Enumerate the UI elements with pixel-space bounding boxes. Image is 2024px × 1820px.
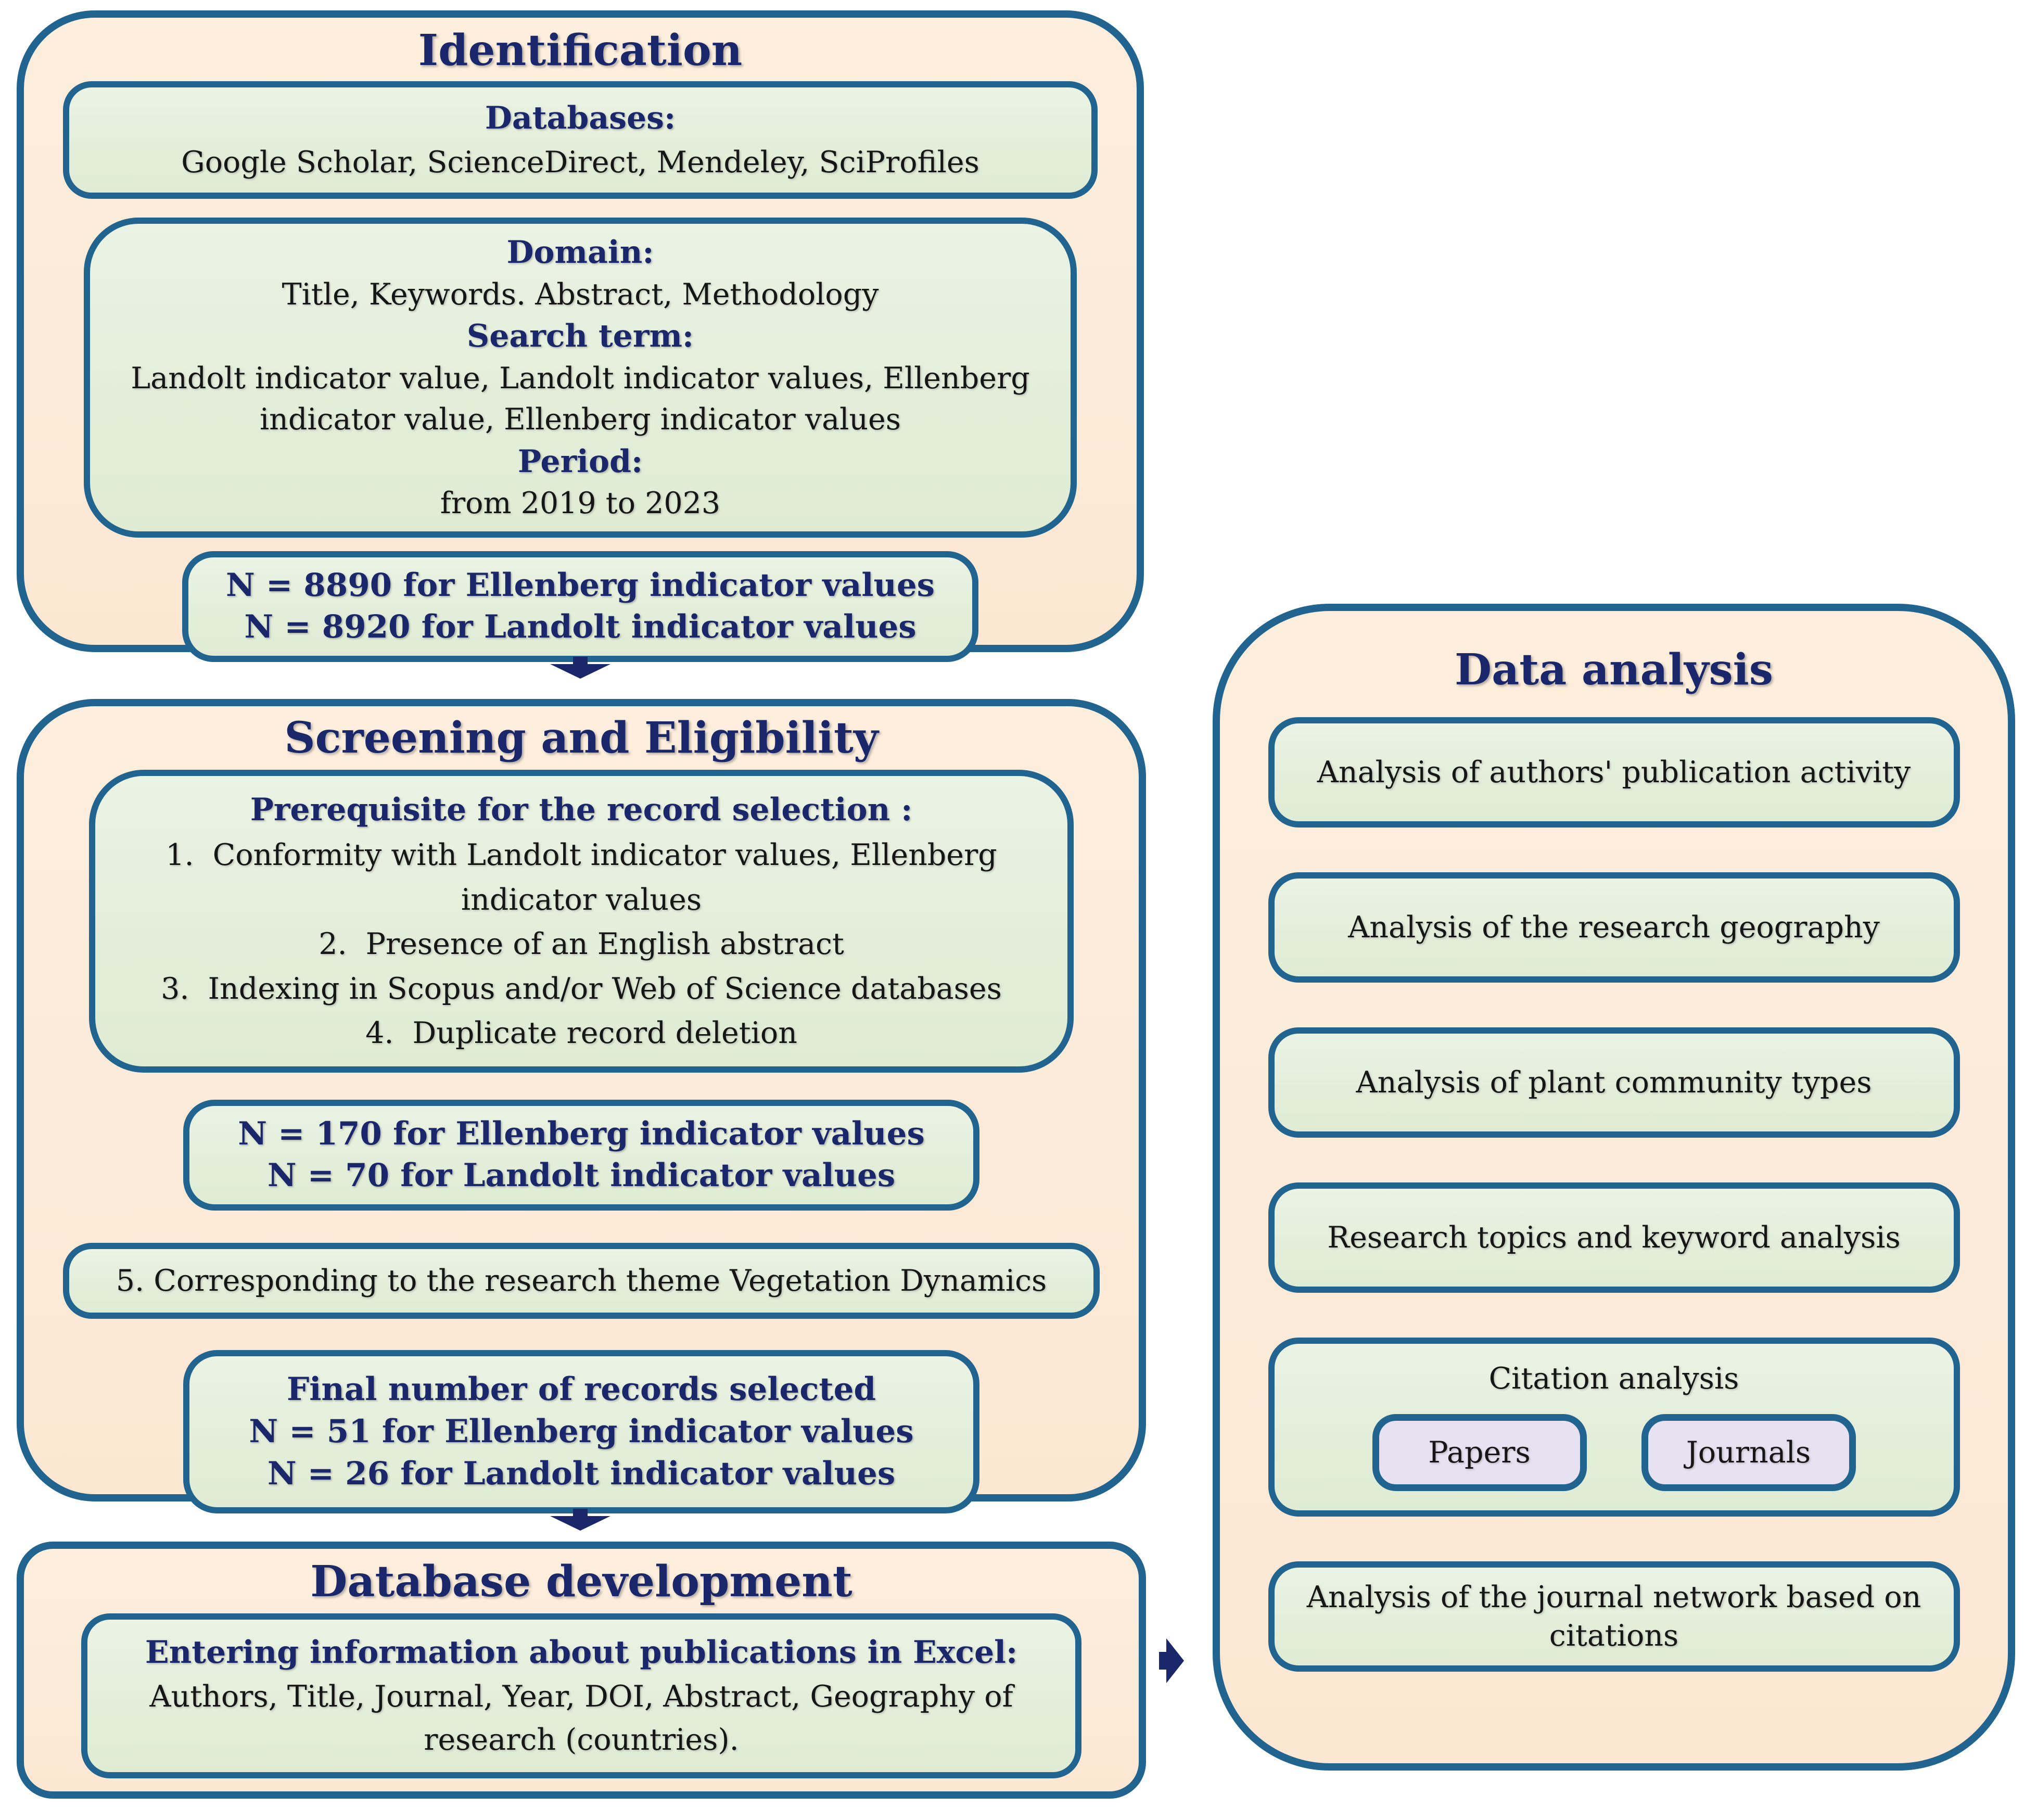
screening-section xyxy=(17,699,1146,1501)
data-analysis-title: Data analysis xyxy=(1455,645,1773,695)
prerequisite-item-4 xyxy=(124,1011,1039,1056)
down-arrow-icon xyxy=(550,1508,610,1531)
excel-entry-heading: Entering information about publications in Excel: xyxy=(145,1634,1018,1671)
prerequisite-item-3 xyxy=(124,967,1039,1012)
right-arrow-icon xyxy=(1159,1633,1185,1688)
citation-sub-boxes xyxy=(1372,1414,1856,1491)
theme-criterion-box: 5. Corresponding to the research theme Vegetation Dynamics xyxy=(63,1243,1100,1319)
analysis-geography-box: Analysis of the research geography xyxy=(1268,872,1960,983)
period-heading: Period: xyxy=(517,443,643,480)
prerequisite-item-2 xyxy=(124,922,1039,967)
search-term-text: Landolt indicator value, Landolt indicator values, Ellenberg indicator value, Ellenberg indicator values xyxy=(131,361,1030,437)
data-analysis-section xyxy=(1213,604,2015,1771)
papers-box: Papers xyxy=(1372,1414,1587,1491)
journal-network-box: Analysis of the journal network based on citations xyxy=(1268,1561,1960,1672)
database-development-section xyxy=(17,1542,1146,1799)
item-1-text: Conformity with Landolt indicator values, Ellenberg indicator values xyxy=(212,838,997,917)
item-4-number: 4. xyxy=(365,1016,394,1051)
excel-entry-text: Authors, Title, Journal, Year, DOI, Abstract, Geography of research (countries). xyxy=(149,1679,1013,1757)
domain-text: Title, Keywords. Abstract, Methodology xyxy=(282,277,879,312)
database-development-title: Database development xyxy=(310,1557,852,1607)
final-records-box xyxy=(183,1350,979,1513)
analysis-topics-keywords-box: Research topics and keyword analysis xyxy=(1268,1182,1960,1293)
citation-analysis-box xyxy=(1268,1338,1960,1517)
identification-section xyxy=(17,10,1144,652)
final-count-ellenberg: N = 51 for Ellenberg indicator values xyxy=(249,1412,914,1450)
item-2-text: Presence of an English abstract xyxy=(365,927,844,962)
item-3-number: 3. xyxy=(161,971,189,1006)
prerequisite-heading: Prerequisite for the record selection : xyxy=(250,792,913,829)
search-term-heading: Search term: xyxy=(466,318,694,355)
item-3-text: Indexing in Scopus and/or Web of Science databases xyxy=(208,971,1002,1006)
identification-title: Identification xyxy=(418,26,743,75)
final-count-landolt: N = 26 for Landolt indicator values xyxy=(267,1455,896,1492)
identification-count-ellenberg: N = 8890 for Ellenberg indicator values xyxy=(225,566,935,604)
screening-title: Screening and Eligibility xyxy=(284,713,879,763)
databases-text: Google Scholar, ScienceDirect, Mendeley, SciProfiles xyxy=(181,145,979,180)
identification-count-landolt: N = 8920 for Landolt indicator values xyxy=(244,608,916,646)
item-4-text: Duplicate record deletion xyxy=(412,1016,797,1051)
screening-count-ellenberg: N = 170 for Ellenberg indicator values xyxy=(238,1115,925,1152)
period-text: from 2019 to 2023 xyxy=(440,486,721,521)
journals-box: Journals xyxy=(1641,1414,1856,1491)
analysis-authors-box: Analysis of authors' publication activity xyxy=(1268,717,1960,828)
excel-entry-box xyxy=(81,1613,1081,1778)
domain-box xyxy=(84,218,1077,538)
analysis-plant-community-box: Analysis of plant community types xyxy=(1268,1027,1960,1138)
prerequisite-box xyxy=(89,770,1074,1073)
identification-counts-box xyxy=(182,551,978,662)
final-records-heading: Final number of records selected xyxy=(286,1371,876,1408)
screening-count-landolt: N = 70 for Landolt indicator values xyxy=(267,1157,896,1194)
screening-counts-box xyxy=(183,1100,979,1211)
item-1-number: 1. xyxy=(166,838,194,873)
down-arrow-icon xyxy=(550,656,610,679)
databases-box xyxy=(63,81,1098,199)
domain-heading: Domain: xyxy=(506,234,654,271)
citation-analysis-heading: Citation analysis xyxy=(1488,1361,1739,1396)
databases-heading: Databases: xyxy=(485,100,676,137)
data-analysis-rows xyxy=(1268,717,1960,1672)
prerequisite-item-1 xyxy=(124,833,1039,922)
item-2-number: 2. xyxy=(319,927,347,962)
